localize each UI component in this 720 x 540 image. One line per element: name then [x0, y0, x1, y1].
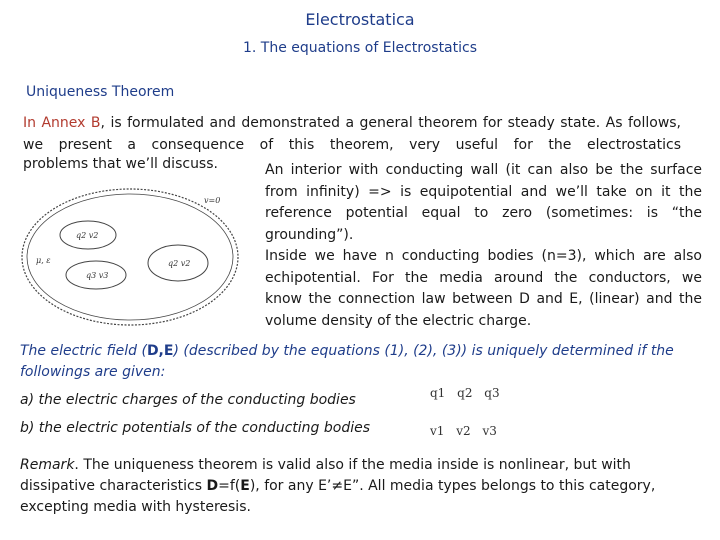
right-col-line: know the connection law between D and E, (linear) and the — [265, 291, 702, 307]
statement-text: The electric field ( — [20, 343, 147, 359]
medium-label: μ, ε — [36, 256, 51, 265]
intro-last-line: problems that we’ll discuss. — [23, 156, 218, 172]
page-title: Electrostatica — [305, 10, 415, 29]
remark-lead: Remark — [20, 457, 75, 473]
charge-symbols: q1 q2 q3 — [430, 386, 500, 400]
right-col-line: Inside we have n conducting bodies (n=3), which are also — [265, 248, 702, 264]
remark-bold-e: E — [240, 478, 250, 494]
statement-text: ) (described by the equations (1), (2), (3)) is uniquely determined if the followings are given: — [20, 343, 674, 380]
intro-text: , is formulated and demonstrated a general theorem for steady state. As follows, we present a consequence of this theorem, very useful for the electrostatics — [23, 115, 682, 153]
condition-b: b) the electric potentials of the conducting bodies — [20, 420, 371, 436]
section-title: Uniqueness Theorem — [26, 84, 175, 100]
conductor-3-label: q3 v3 — [86, 271, 109, 280]
annex-reference: In Annex B — [23, 115, 101, 131]
outer-potential-label: v=0 — [204, 196, 221, 205]
right-col-line: grounding”). — [265, 226, 354, 243]
outer-conducting-wall — [22, 189, 238, 325]
statement-bold-de: D,E — [146, 343, 174, 359]
right-col-line: volume density of the electric charge. — [265, 312, 532, 329]
right-col-line: from infinity) => is equipotential and we’ll take on it the — [265, 183, 702, 200]
right-column-text — [265, 160, 702, 332]
conductor-1-label: q2 v2 — [76, 231, 99, 240]
remark-paragraph — [20, 455, 690, 518]
conductor-2-label: q2 v2 — [168, 259, 191, 268]
right-col-line: An interior with conducting wall (it can also be the surface — [265, 162, 702, 178]
page-subtitle: 1. The equations of Electrostatics — [242, 40, 478, 56]
right-col-line: echipotential. For the media around the conductors, we — [265, 269, 702, 286]
condition-a: a) the electric charges of the conducting bodies — [20, 392, 356, 408]
remark-text: ), for any E’≠E”. All media types belongs to this category, excepting media with hysteresis. — [20, 478, 656, 515]
potential-symbols: v1 v2 v3 — [430, 424, 497, 438]
remark-text: =f( — [218, 478, 241, 494]
intro-paragraph — [23, 113, 681, 156]
theorem-statement — [20, 341, 690, 383]
outer-wall-inner-edge — [27, 194, 233, 320]
right-col-line: reference potential equal to zero (sometimes: is “the — [265, 205, 702, 221]
remark-bold-d: D — [206, 478, 219, 494]
conductor-diagram — [18, 185, 243, 335]
remark-text: . The uniqueness theorem is valid also if the media inside is nonlinear, but with dissipative characteristics — [20, 457, 631, 494]
